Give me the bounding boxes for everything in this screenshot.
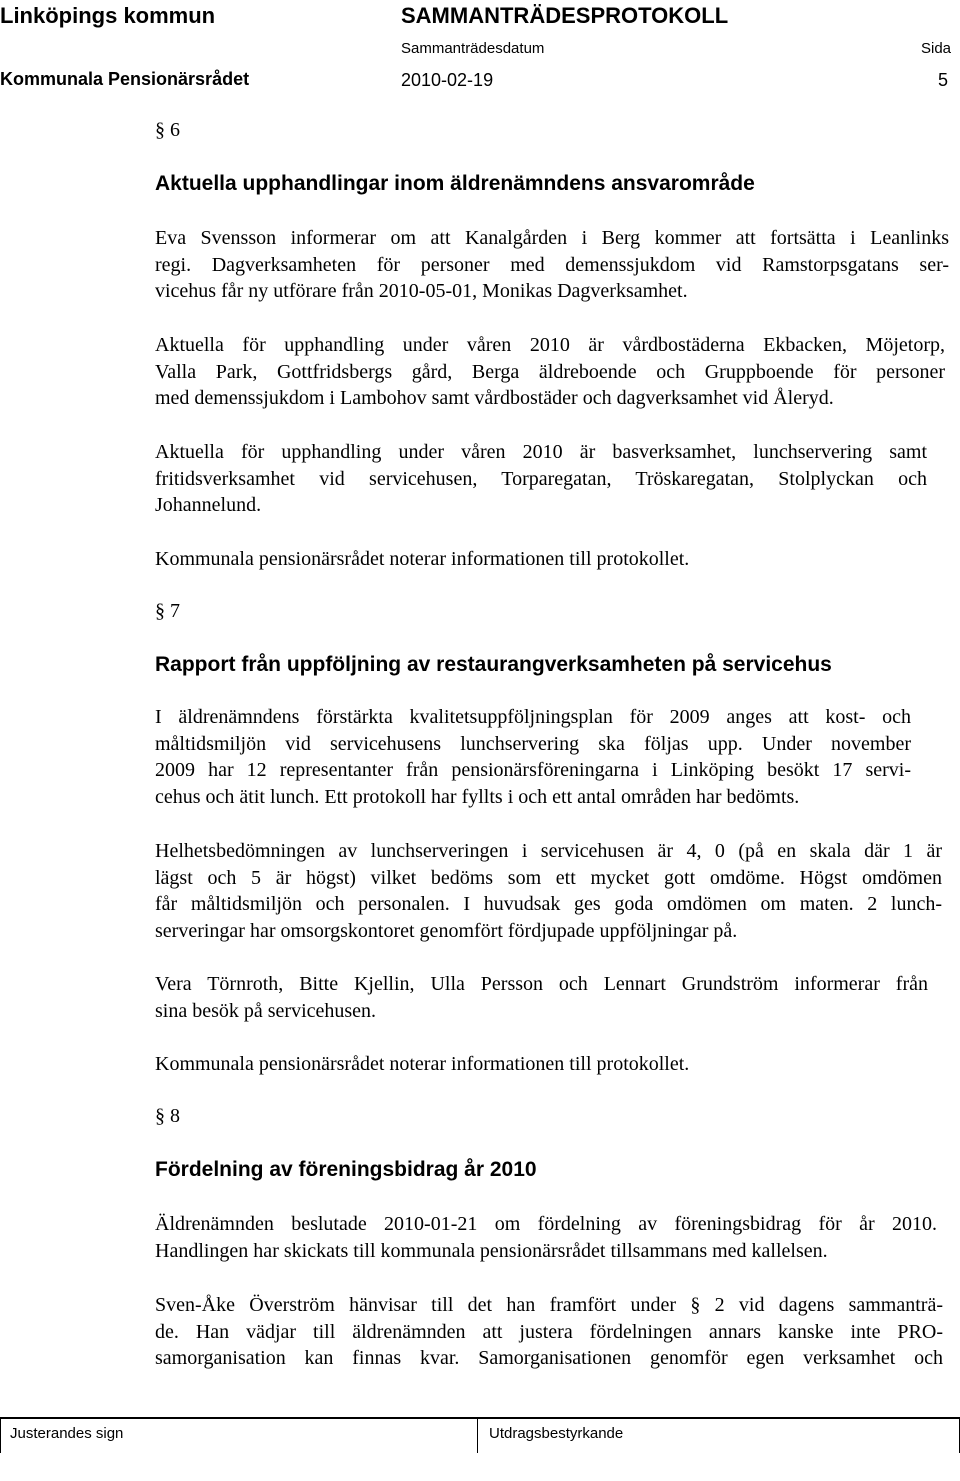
paragraph-line: sina besök på servicehusen. bbox=[155, 999, 377, 1022]
paragraph-line: Aktuella för upphandling under våren 2010 är vårdbostäderna Ekbacken, Möjetorp, bbox=[155, 334, 945, 356]
paragraph-line: Eva Svensson informerar om att Kanalgården i Berg kommer att fortsätta i Leanlinks bbox=[155, 227, 949, 249]
paragraph-line: måltidsmiljön vid servicehusens lunchservering ska följas upp. Under november bbox=[155, 732, 911, 755]
paragraph-line: samorganisation kan finnas kvar. Samorganisationen genomför egen verksamhet och bbox=[155, 1347, 943, 1370]
paragraph-line: cehus och ätit lunch. Ett protokoll har fyllts i och ett antal områden har bedömts. bbox=[155, 785, 800, 808]
extract-box-label: Utdragsbestyrkande bbox=[489, 1425, 624, 1442]
section-title: Aktuella upphandlingar inom äldrenämndens ansvarområde bbox=[155, 172, 755, 195]
paragraph-line: de. Han vädjar till äldrenämnden att justera fördelningen annars kanske inte PRO- bbox=[155, 1320, 943, 1343]
paragraph bbox=[155, 1211, 937, 1264]
footer-rule bbox=[0, 1417, 960, 1419]
paragraph-line: får måltidsmiljön och personalen. I huvudsak ges goda omdömen om maten. 2 lunch- bbox=[155, 893, 942, 916]
paragraph-line: I äldrenämndens förstärkta kvalitetsuppföljningsplan för 2009 anges att kost- och bbox=[155, 706, 911, 728]
paragraph-line: Vera Törnroth, Bitte Kjellin, Ulla Persson och Lennart Grundström informerar från bbox=[155, 973, 928, 995]
paragraph bbox=[155, 439, 927, 519]
section-number: § 6 bbox=[155, 119, 180, 141]
paragraph-line: Handlingen har skickats till kommunala pensionärsrådet tillsammans med kallelsen. bbox=[155, 1239, 828, 1262]
paragraph-line: Kommunala pensionärsrådet noterar informationen till protokollet. bbox=[155, 1053, 690, 1075]
page-label: Sida bbox=[921, 40, 952, 57]
paragraph bbox=[155, 704, 911, 810]
section-number: § 7 bbox=[155, 600, 180, 622]
paragraph bbox=[155, 546, 945, 573]
paragraph-line: Johannelund. bbox=[155, 494, 262, 517]
paragraph bbox=[155, 225, 949, 305]
footer-divider bbox=[477, 1419, 478, 1453]
paragraph-line: Äldrenämnden beslutade 2010-01-21 om fördelning av föreningsbidrag för år 2010. bbox=[155, 1213, 937, 1235]
paragraph-line: Helhetsbedömningen av lunchserveringen i servicehusen är 4, 0 (på en skala där 1 är bbox=[155, 840, 942, 862]
sign-box-label: Justerandes sign bbox=[10, 1425, 124, 1442]
municipality-name: Linköpings kommun bbox=[0, 3, 216, 28]
paragraph-line: Kommunala pensionärsrådet noterar informationen till protokollet. bbox=[155, 548, 690, 570]
page-number: 5 bbox=[938, 70, 949, 90]
paragraph-line: regi. Dagverksamheten för personer med demenssjukdom vid Ramstorpsgatans ser- bbox=[155, 253, 949, 276]
paragraph bbox=[155, 971, 928, 1024]
organization-name: Kommunala Pensionärsrådet bbox=[0, 69, 250, 89]
paragraph bbox=[155, 1292, 943, 1372]
paragraph-line: Aktuella för upphandling under våren 2010 är basverksamhet, lunchservering samt bbox=[155, 441, 927, 463]
paragraph-line: med demenssjukdom i Lambohov samt vårdbostäder och dagverksamhet vid Åleryd. bbox=[155, 387, 834, 410]
date-label: Sammanträdesdatum bbox=[401, 40, 545, 57]
paragraph-line: fritidsverksamhet vid servicehusen, Torparegatan, Tröskaregatan, Stolplyckan och bbox=[155, 467, 927, 490]
paragraph-line: lägst och 5 är högst) vilket bedöms som ett mycket gott omdöme. Högst omdömen bbox=[155, 866, 942, 889]
section-title: Fördelning av föreningsbidrag år 2010 bbox=[155, 1158, 537, 1181]
paragraph-line: vicehus får ny utförare från 2010-05-01, Monikas Dagverksamhet. bbox=[155, 280, 688, 303]
paragraph bbox=[155, 838, 942, 944]
paragraph-line: 2009 har 12 representanter från pensionärsföreningarna i Linköping besökt 17 servi- bbox=[155, 759, 911, 782]
document-type: SAMMANTRÄDESPROTOKOLL bbox=[401, 3, 729, 28]
meeting-date: 2010-02-19 bbox=[401, 70, 494, 90]
footer-divider bbox=[0, 1419, 1, 1453]
section-number: § 8 bbox=[155, 1105, 180, 1127]
paragraph bbox=[155, 332, 945, 412]
paragraph-line: serveringar har omsorgskontoret genomfört fördjupade uppföljningar på. bbox=[155, 919, 738, 942]
section-title: Rapport från uppföljning av restaurangverksamheten på servicehus bbox=[155, 653, 832, 676]
paragraph-line: Valla Park, Gottfridsbergs gård, Berga äldreboende och Gruppboende för personer bbox=[155, 360, 945, 383]
paragraph bbox=[155, 1051, 945, 1078]
paragraph-line: Sven-Åke Överström hänvisar till det han framfört under § 2 vid dagens sammanträ- bbox=[155, 1294, 943, 1316]
